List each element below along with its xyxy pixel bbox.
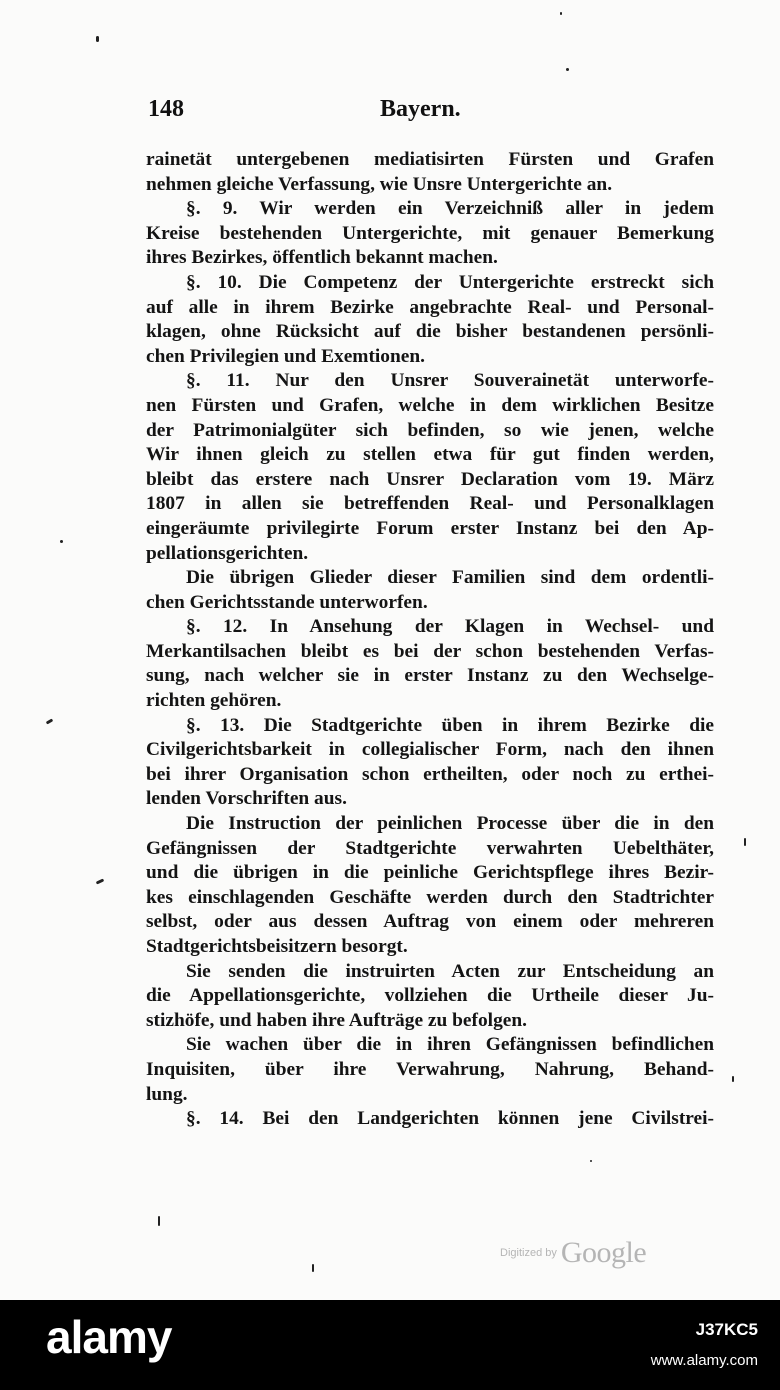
text-line: pellationsgerichten. (146, 542, 309, 564)
scan-speck (158, 1216, 160, 1226)
text-line: §. 13. Die Stadtgerichte üben in ihrem Bezirke die (186, 714, 714, 736)
text-line: stizhöfe, und haben ihre Aufträge zu befolgen. (146, 1009, 528, 1031)
scan-speck (96, 878, 105, 884)
text-line: 1807 in allen sie betreffenden Real- und Personalklagen (146, 493, 714, 515)
text-line: Kreise bestehenden Untergerichte, mit genauer Bemerkung (146, 222, 714, 244)
text-line: chen Privilegien und Exemtionen. (146, 345, 426, 367)
text-line: nen Fürsten und Grafen, welche in dem wirklichen Besitze (146, 394, 714, 416)
google-logo: Google (560, 1236, 647, 1269)
site-url: www.alamy.com (650, 1352, 758, 1369)
text-line: Wir ihnen gleich zu stellen etwa für gut finden werden, (146, 444, 714, 466)
digitized-by-google-watermark (500, 1236, 646, 1270)
text-line: §. 12. In Ansehung der Klagen in Wechsel- und (186, 616, 714, 638)
watermark-prefix: Digitized by (500, 1247, 557, 1259)
scan-speck (590, 1160, 592, 1162)
scan-speck (312, 1264, 314, 1272)
text-line: bei ihrer Organisation schon ertheilten, oder noch zu erthei- (146, 763, 714, 785)
scan-speck (560, 12, 562, 15)
text-line: Inquisiten, über ihre Verwahrung, Nahrung, Behand- (146, 1058, 714, 1080)
stock-photo-banner (0, 1300, 780, 1390)
text-line: ihres Bezirkes, öffentlich bekannt machen. (146, 247, 498, 269)
body-text (146, 148, 714, 1132)
text-line: Merkantilsachen bleibt es bei der schon bestehenden Verfas- (146, 640, 714, 662)
text-line: §. 14. Bei den Landgerichten können jene Civilstrei- (186, 1108, 714, 1130)
running-head: Bayern. (380, 96, 461, 122)
text-line: lung. (146, 1083, 188, 1105)
text-line: sung, nach welcher sie in erster Instanz zu den Wechselge- (146, 665, 714, 687)
text-line: selbst, oder aus dessen Auftrag von einem oder mehreren (146, 911, 714, 933)
text-line: und die übrigen in die peinliche Gerichtspflege ihres Bezir- (146, 862, 714, 884)
page-header (148, 96, 712, 136)
text-line: nehmen gleiche Verfassung, wie Unsre Untergerichte an. (146, 173, 613, 195)
text-line: Gefängnissen der Stadtgerichte verwahrten Uebelthäter, (146, 837, 714, 859)
text-line: Die übrigen Glieder dieser Familien sind dem ordentli- (186, 567, 714, 589)
text-line: der Patrimonialgüter sich befinden, so wie jenen, welche (146, 419, 714, 441)
image-id: J37KC5 (695, 1320, 758, 1339)
text-line: kes einschlagenden Geschäfte werden durch den Stadtrichter (146, 886, 714, 908)
text-line: Sie wachen über die in ihren Gefängnissen befindlichen (186, 1034, 714, 1056)
text-line: Civilgerichtsbarkeit in collegialischer Form, nach den ihnen (146, 739, 714, 761)
text-line: bleibt das erstere nach Unsrer Declaration vom 19. März (146, 468, 714, 490)
text-line: §. 9. Wir werden ein Verzeichniß aller in jedem (186, 198, 714, 220)
text-line: die Appellationsgerichte, vollziehen die Urtheile dieser Ju- (146, 985, 714, 1007)
text-line: lenden Vorschriften aus. (146, 788, 347, 810)
text-line: eingeräumte privilegirte Forum erster Instanz bei den Ap- (146, 517, 714, 539)
text-line: auf alle in ihrem Bezirke angebrachte Real- und Personal- (146, 296, 714, 318)
alamy-logo: alamy (46, 1311, 172, 1363)
text-line: Die Instruction der peinlichen Processe über die in den (186, 813, 714, 835)
text-line: rainetät untergebenen mediatisirten Fürsten und Grafen (146, 149, 714, 170)
scan-speck (732, 1076, 734, 1082)
text-line: Sie senden die instruirten Acten zur Entscheidung an (186, 960, 714, 982)
text-line: §. 11. Nur den Unsrer Souverainetät unterworfe- (186, 370, 714, 392)
page-number: 148 (148, 96, 184, 122)
scan-speck (46, 718, 54, 724)
text-line: chen Gerichtsstande unterworfen. (146, 591, 428, 613)
text-line: Stadtgerichtsbeisitzern besorgt. (146, 936, 408, 957)
scan-speck (60, 540, 63, 543)
text-line: klagen, ohne Rücksicht auf die bisher bestandenen persönli- (146, 321, 714, 343)
text-line: §. 10. Die Competenz der Untergerichte erstreckt sich (186, 271, 714, 293)
scan-speck (96, 36, 99, 42)
text-line: richten gehören. (146, 690, 282, 712)
scan-speck (566, 68, 569, 71)
scan-speck (744, 838, 746, 846)
